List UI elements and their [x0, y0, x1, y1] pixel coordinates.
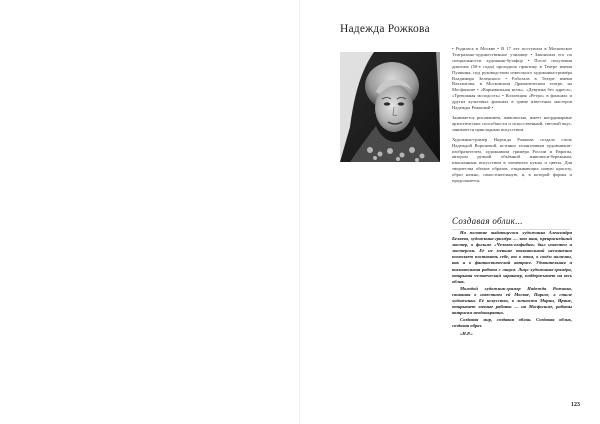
- excerpt-paragraph: Создавая мир, создавая облик. Создавая облик, создавая образ.: [452, 317, 572, 329]
- excerpt-text: [452, 230, 572, 338]
- excerpt-paragraph: Молодой художник-гример Надежда Рожкова, ставшая в известном ей Москве, Паризе, в стиле художника. Её искусство, в личности Марии, Ирине, открывает личные работы — на Мосфильме, работы актрисам неоднократно.: [452, 285, 572, 316]
- portrait-photo: [340, 52, 440, 162]
- excerpt-paragraph: На полотне выдающегося художника Александра Беляева, художника-гримёра — это наш, прекраснейший мастер, в фильме «Человек-амфибия» был известен и мастерски. Её не меньше талантливой несомненно позволяет поставить себе, то в этом, в своём наличии, как и в фантастической актрисе. Удивительная и талантливая работа с лицом. Лицо художника-гримёра, открывая человеческий характер, поддерживает на весь облик.: [452, 230, 572, 284]
- author-portrait: [340, 52, 440, 162]
- bio-paragraph: • Родилась в Москве • В 17 лет поступила в Московское Театрально-художественное училище • Закончила его по специальности художник-бутафор • После получения диплома (50-е годы) проходила практику в Театре имени Пушкина, под руководством известного художника-гримёра Владимира Зеленского • Работала в Театре имени Вахтангова, в Московском Драматическом театре, на Мосфильме • «Карнавальная ночь», «Девушка без адреса», «Тревожная молодость» • Коллекция «Ретро» в фильмах и других культовых фильмах в гриме известных мастеров Надежды Рожковой •: [452, 46, 572, 111]
- bio-paragraph: Художник-гример Надежда Рожкова создала стиль Надеждой Вороновой, истинно талантливым художником-изобразителем, художником гримёра России и Европы, автором ручной объёмной живописи-бережным, изысканным искусством в элементах куклы и цветы. Для творчества обилие образов, открывающих новую красоту, образ нежно, самостоятельную, и, в которой формы и продолжается.: [452, 136, 572, 184]
- section-title: Создавая облик...: [452, 216, 523, 226]
- excerpt-signature: «Н.Р.»: [460, 330, 473, 336]
- author-name: Надежда Рожкова: [340, 23, 430, 35]
- page-number: 123: [571, 402, 580, 408]
- bio-paragraph: Занимается рисованием, живописью, имеет неординарные артистические способности и искусственный, светлый вкус, занимается прикладным искусством.: [452, 114, 572, 132]
- author-biography: [452, 46, 572, 188]
